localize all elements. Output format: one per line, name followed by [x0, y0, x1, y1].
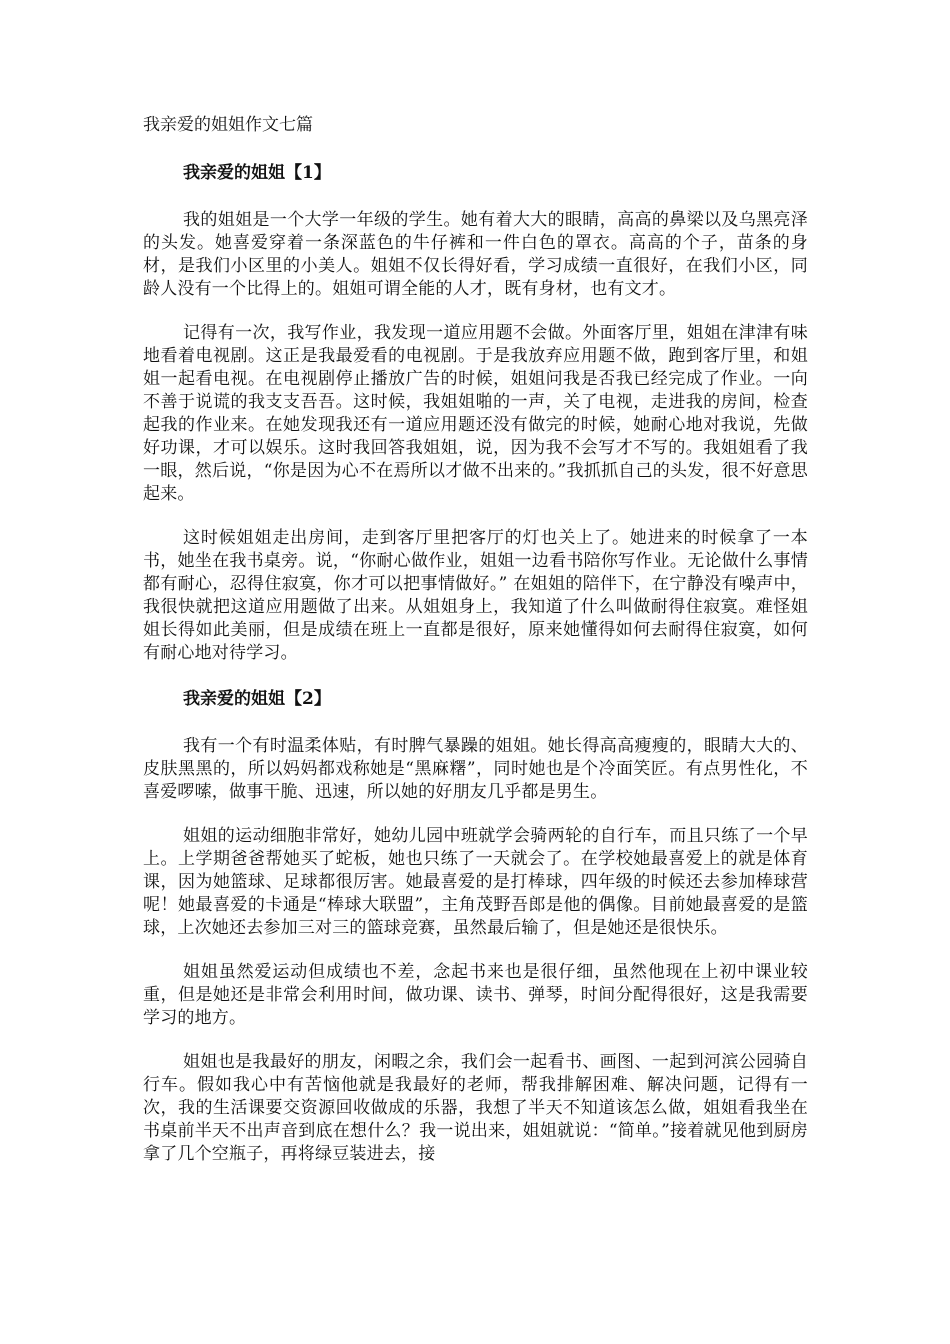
section-2-paragraph-1: 我有一个有时温柔体贴，有时脾气暴躁的姐姐。她长得高高瘦瘦的，眼睛大大的、皮肤黑黑的，所以妈妈都戏称她是“黑麻糬”，同时她也是个冷面笑匠。有点男性化，不喜爱啰嗦，做事干脆、迅速，所以她的好朋友几乎都是男生。 [143, 736, 808, 802]
section-1-paragraph-1: 我的姐姐是一个大学一年级的学生。她有着大大的眼睛，高高的鼻梁以及乌黑亮泽的头发。她喜爱穿着一条深蓝色的牛仔裤和一件白色的罩衣。高高的个子，苗条的身材，是我们小区里的小美人。姐姐不仅长得好看，学习成绩一直很好，在我们小区，同龄人没有一个比得上的。姐姐可谓全能的人才，既有身材，也有文才。 [143, 210, 808, 299]
section-1-paragraph-3: 这时候姐姐走出房间，走到客厅里把客厅的灯也关上了。她进来的时候拿了一本书，她坐在我书桌旁。说，“你耐心做作业，姐姐一边看书陪你写作业。无论做什么事情都有耐心，忍得住寂寞，你才可以把事情做好。” 在姐姐的陪伴下，在宁静没有噪声中，我很快就把这道应用题做了出来。从姐姐身上，我知道了什么叫做耐得住寂寞。难怪姐姐长得如此美丽，但是成绩在班上一直都是很好，原来她懂得如何去耐得住寂寞，如何有耐心地对待学习。 [143, 528, 808, 663]
section-2-paragraph-4: 姐姐也是我最好的朋友，闲暇之余，我们会一起看书、画图、一起到河滨公园骑自行车。假如我心中有苦恼他就是我最好的老师，帮我排解困难、解决问题，记得有一次，我的生活课要交资源回收做成的乐器，我想了半天不知道该怎么做，姐姐看我坐在书桌前半天不出声音到底在想什么？我一说出来，姐姐就说：“简单。”接着就见他到厨房拿了几个空瓶子，再将绿豆装进去，接 [143, 1052, 808, 1164]
section-heading-2: 我亲爱的姐姐【2】 [183, 689, 331, 709]
section-2-paragraph-2: 姐姐的运动细胞非常好，她幼儿园中班就学会骑两轮的自行车，而且只练了一个早上。上学期爸爸帮她买了蛇板，她也只练了一天就会了。在学校她最喜爱上的就是体育课，因为她篮球、足球都很厉害。她最喜爱的是打棒球，四年级的时候还去参加棒球营呢！她最喜爱的卡通是“棒球大联盟”，主角茂野吾郎是他的偶像。目前她最喜爱的是篮球，上次她还去参加三对三的篮球竞赛，虽然最后输了，但是她还是很快乐。 [143, 826, 808, 938]
document-page [143, 112, 808, 1166]
section-1-paragraph-2: 记得有一次，我写作业，我发现一道应用题不会做。外面客厅里，姐姐在津津有味地看着电视剧。这正是我最爱看的电视剧。于是我放弃应用题不做，跑到客厅里，和姐姐一起看电视。在电视剧停止播放广告的时候，姐姐问我是否我已经完成了作业。一向不善于说谎的我支支吾吾。这时候，我姐姐啪的一声，关了电视，走进我的房间，检查起我的作业来。在她发现我还有一道应用题还没有做完的时候，她耐心地对我说，先做好功课，才可以娱乐。这时我回答我姐姐，说，因为我不会写才不写的。我姐姐看了我一眼，然后说，“你是因为心不在焉所以才做不出来的。”我抓抓自己的头发，很不好意思起来。 [143, 323, 808, 504]
section-2-paragraph-3: 姐姐虽然爱运动但成绩也不差，念起书来也是很仔细，虽然他现在上初中课业较重，但是她还是非常会利用时间，做功课、读书、弹琴，时间分配得很好，这是我需要学习的地方。 [143, 962, 808, 1028]
document-title: 我亲爱的姐姐作文七篇 [143, 115, 313, 135]
section-heading-1: 我亲爱的姐姐【1】 [183, 163, 331, 183]
